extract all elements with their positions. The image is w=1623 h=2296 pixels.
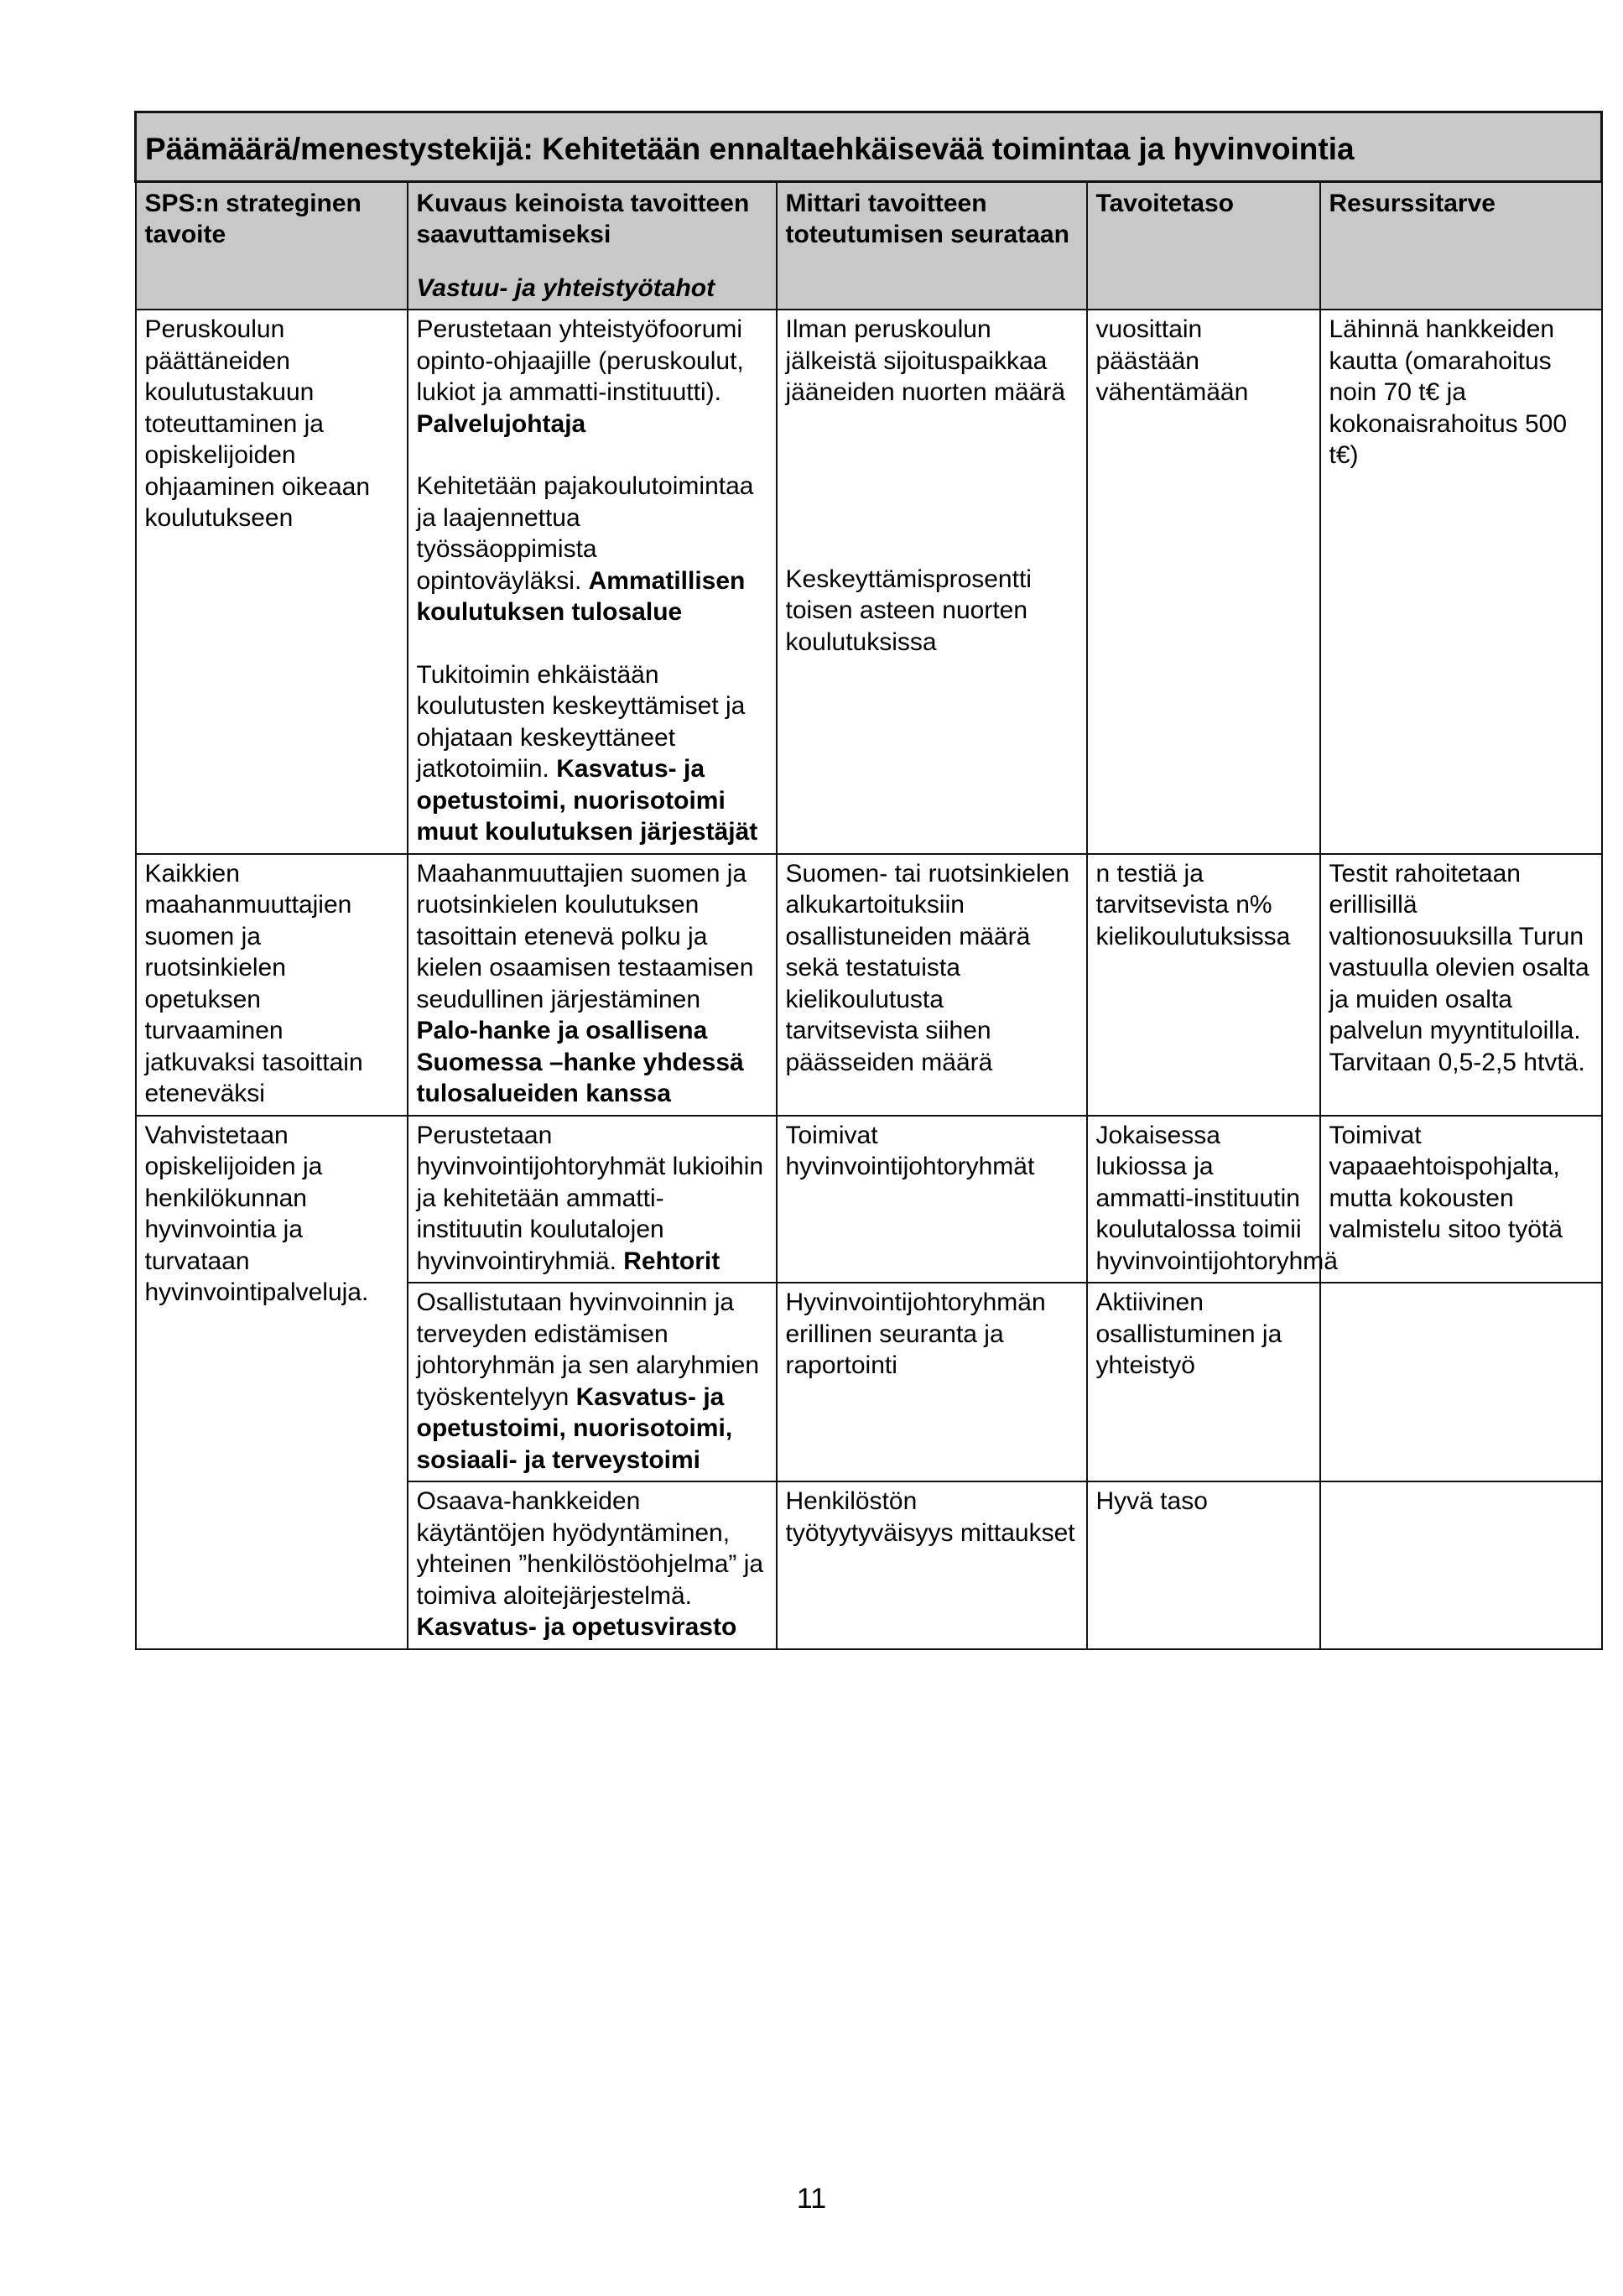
- target-cell: vuosittain päästään vähentämään: [1087, 310, 1320, 854]
- strategic-goal-cell: Kaikkien maahanmuuttajien suomen ja ruotsinkielen opetuksen turvaaminen jatkuvaksi tasoittain eteneväksi: [136, 854, 408, 1116]
- header-responsible-parties: Vastuu- ja yhteistyötahot: [416, 273, 715, 302]
- header-means: [408, 181, 777, 310]
- table-row: [136, 310, 1602, 854]
- resource-cell: [1320, 1283, 1602, 1481]
- goals-table: [134, 111, 1603, 1650]
- page-number: 11: [796, 2183, 827, 2215]
- header-strategic-goal: SPS:n strateginen tavoite: [136, 181, 408, 310]
- means-cell: [408, 854, 777, 1116]
- target-cell: Jokaisessa lukiossa ja ammatti-instituutin koulutalossa toimii hyvinvointijohtoryhmä: [1087, 1116, 1320, 1283]
- means-text: Osaava-hankkeiden käytäntöjen hyödyntäminen, yhteinen ”henkilöstöohjelma” ja toimiva aloitejärjestelmä.: [416, 1487, 764, 1610]
- table-row: [136, 854, 1602, 1116]
- means-cell: [408, 1116, 777, 1283]
- means-cell: [408, 1283, 777, 1481]
- target-cell: Hyvä taso: [1087, 1481, 1320, 1649]
- responsible-party: Kasvatus- ja opetusvirasto: [416, 1613, 737, 1641]
- resource-cell: Toimivat vapaaehtoispohjalta, mutta kokousten valmistelu sitoo työtä: [1320, 1116, 1602, 1283]
- table-row: [136, 1116, 1602, 1283]
- meter-text: Ilman peruskoulun jälkeistä sijoituspaikkaa jääneiden nuorten määrä: [785, 315, 1066, 406]
- means-text: Perustetaan yhteistyöfoorumi opinto-ohjaajille (peruskoulut, lukiot ja ammatti-instituutti).: [416, 315, 744, 406]
- target-cell: n testiä ja tarvitsevista n% kielikoulutuksissa: [1087, 854, 1320, 1116]
- meter-cell: Hyvinvointijohtoryhmän erillinen seuranta ja raportointi: [777, 1283, 1087, 1481]
- means-cell: [408, 1481, 777, 1649]
- responsible-party: Rehtorit: [623, 1247, 720, 1275]
- means-text: Perustetaan hyvinvointijohtoryhmät lukioihin ja kehitetään ammatti-instituutin koulutalojen hyvinvointiryhmiä.: [416, 1121, 764, 1275]
- resource-cell: Testit rahoitetaan erillisillä valtionosuuksilla Turun vastuulla olevien osalta ja muiden osalta palvelun myyntituloilla. Tarvitaan 0,5-2,5 htvtä.: [1320, 854, 1602, 1116]
- header-target-level: Tavoitetaso: [1087, 181, 1320, 310]
- header-meter: Mittari tavoitteen toteutumisen seurataan: [777, 181, 1087, 310]
- responsible-party: Kasvatus- ja opetustoimi, nuorisotoimi, sosiaali- ja terveystoimi: [416, 1382, 733, 1474]
- means-cell: [408, 310, 777, 854]
- meter-cell: Henkilöstön työtyytyväisyys mittaukset: [777, 1481, 1087, 1649]
- meter-cell: Suomen- tai ruotsinkielen alkukartoituksiin osallistuneiden määrä sekä testatuista kielikoulutusta tarvitsevista siihen päässeiden määrä: [777, 854, 1087, 1116]
- target-cell: Aktiivinen osallistuminen ja yhteistyö: [1087, 1283, 1320, 1481]
- responsible-party: Ammatillisen koulutuksen tulosalue: [416, 566, 746, 626]
- meter-cell: [777, 310, 1087, 854]
- header-resource-need: Resurssitarve: [1320, 181, 1602, 310]
- means-text: Maahanmuuttajien suomen ja ruotsinkielen koulutuksen tasoittain etenevä polku ja kielen osaamisen testaamisen seudullinen järjestäminen: [416, 859, 754, 1013]
- strategic-goal-cell: Vahvistetaan opiskelijoiden ja henkilökunnan hyvinvointia ja turvataan hyvinvointipalveluja.: [136, 1116, 408, 1649]
- resource-cell: Lähinnä hankkeiden kautta (omarahoitus noin 70 t€ ja kokonaisrahoitus 500 t€): [1320, 310, 1602, 854]
- resource-cell: [1320, 1481, 1602, 1649]
- document-page: [134, 111, 1600, 1650]
- strategic-goal-cell: Peruskoulun päättäneiden koulutustakuun toteuttaminen ja opiskelijoiden ohjaaminen oikeaan koulutukseen: [136, 310, 408, 854]
- meter-text: Keskeyttämisprosentti toisen asteen nuorten koulutuksissa: [785, 565, 1032, 656]
- responsible-party: Palvelujohtaja: [416, 409, 586, 438]
- meter-cell: Toimivat hyvinvointijohtoryhmät: [777, 1116, 1087, 1283]
- means-text: Tukitoimin ehkäistään koulutusten keskeyttämiset ja ohjataan keskeyttäneet jatkotoimiin.: [416, 660, 746, 783]
- header-means-label: Kuvaus keinoista tavoitteen saavuttamiseksi: [416, 189, 750, 248]
- table-title: Päämäärä/menestystekijä: Kehitetään ennaltaehkäisevää toimintaa ja hyvinvointia: [136, 112, 1602, 182]
- means-text: Kehitetään pajakoulutoimintaa ja laajennettua työssäoppimista opintoväyläksi.: [416, 472, 754, 595]
- responsible-party: Palo-hanke ja osallisena Suomessa –hanke yhdessä tulosalueiden kanssa: [416, 1017, 744, 1107]
- means-text: Osallistutaan hyvinvoinnin ja terveyden edistämisen johtoryhmän ja sen alaryhmien työskentelyyn: [416, 1289, 760, 1411]
- responsible-party: Kasvatus- ja opetustoimi, nuorisotoimi muut koulutuksen järjestäjät: [416, 755, 758, 846]
